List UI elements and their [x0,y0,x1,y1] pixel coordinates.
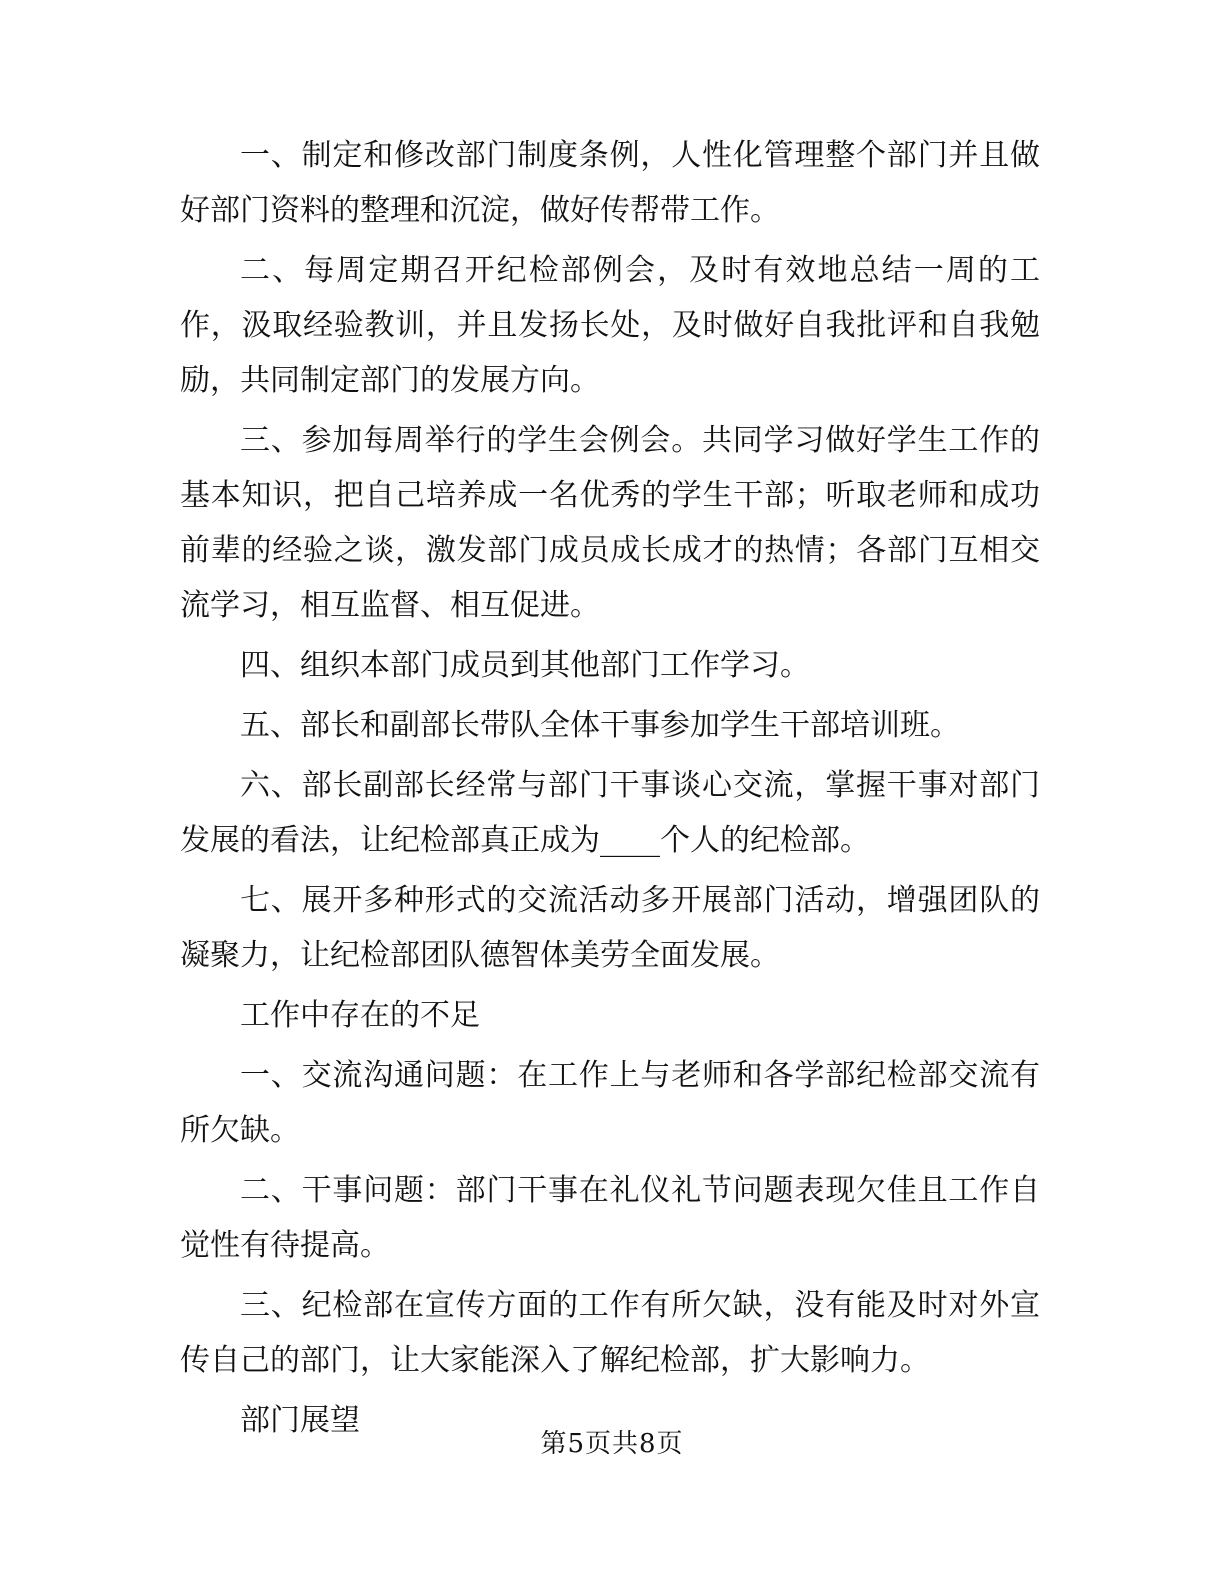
page-number-footer: 第5页共8页 [540,1429,684,1459]
shortcoming-item-2: 二、干事问题：部门干事在礼仪礼节问题表现欠佳且工作自觉性有待提高。 [180,1173,1040,1263]
paragraph-item-4: 四、组织本部门成员到其他部门工作学习。 [240,648,810,683]
paragraph-item-2: 二、每周定期召开纪检部例会，及时有效地总结一周的工作，汲取经验教训，并且发扬长处，及时做好自我批评和自我勉励，共同制定部门的发展方向。 [180,253,1040,398]
paragraph-item-3: 三、参加每周举行的学生会例会。共同学习做好学生工作的基本知识，把自己培养成一名优秀的学生干部；听取老师和成功前辈的经验之谈，激发部门成员成长成才的热情；各部门互相交流学习，相互监督、相互促进。 [180,423,1040,623]
section-heading-outlook: 部门展望 [240,1403,360,1438]
paragraph-item-6: 六、部长副部长经常与部门干事谈心交流，掌握干事对部门发展的看法，让纪检部真正成为____个人的纪检部。 [180,768,1040,858]
section-heading-shortcomings: 工作中存在的不足 [240,998,480,1033]
paragraph-item-7: 七、展开多种形式的交流活动多开展部门活动，增强团队的凝聚力，让纪检部团队德智体美劳全面发展。 [180,883,1040,973]
document-body [180,128,1040,1448]
paragraph-item-5: 五、部长和副部长带队全体干事参加学生干部培训班。 [240,708,960,743]
paragraph-item-1: 一、制定和修改部门制度条例，人性化管理整个部门并且做好部门资料的整理和沉淀，做好传帮带工作。 [180,138,1040,228]
shortcoming-item-3: 三、纪检部在宣传方面的工作有所欠缺，没有能及时对外宣传自己的部门，让大家能深入了解纪检部，扩大影响力。 [180,1288,1040,1378]
shortcoming-item-1: 一、交流沟通问题：在工作上与老师和各学部纪检部交流有所欠缺。 [180,1058,1040,1148]
